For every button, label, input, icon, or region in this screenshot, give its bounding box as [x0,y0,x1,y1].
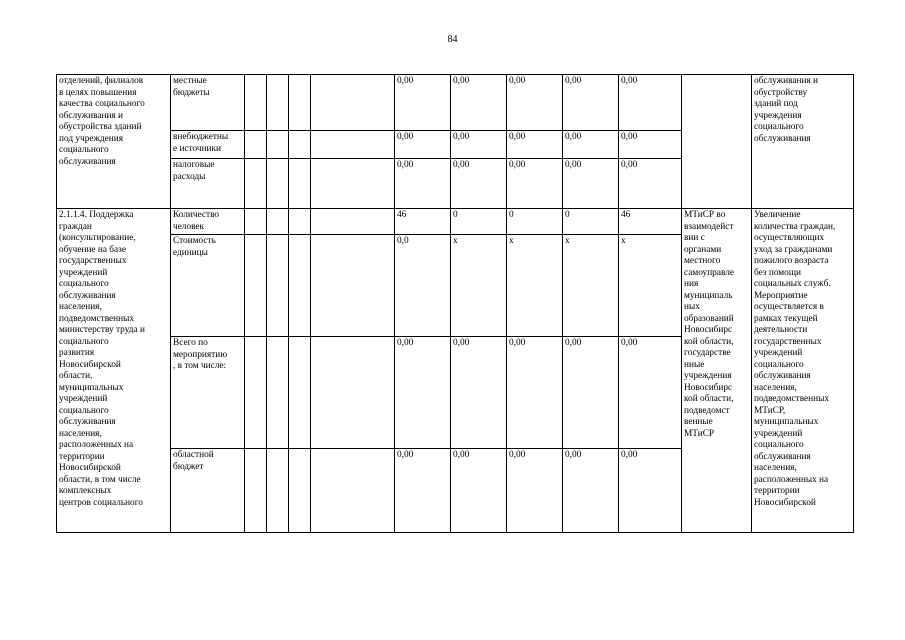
value-cell: 0,00 [619,131,682,159]
table-row [57,75,854,131]
value-cell: 0,00 [507,337,563,449]
value-cell: 0 [563,209,619,235]
value-cell: 0,00 [395,159,451,209]
empty-cell [267,337,289,449]
empty-cell [245,337,267,449]
value-cell: 0,00 [507,131,563,159]
table-row [57,209,854,235]
empty-cell [311,75,395,131]
value-cell: 0,00 [507,449,563,533]
empty-cell [311,449,395,533]
value-cell: 0 [507,209,563,235]
value-cell: 0,00 [395,337,451,449]
funding-label: внебюджетны е источники [171,131,245,159]
empty-cell [289,449,311,533]
empty-cell [245,235,267,337]
result-cell: обслуживания и обустройству зданий под учреждения социального обслуживания [752,75,854,209]
value-cell: 0,00 [563,337,619,449]
value-cell: 0,00 [563,159,619,209]
value-cell: 0,00 [395,75,451,131]
empty-cell [289,235,311,337]
value-cell: 46 [619,209,682,235]
empty-cell [267,209,289,235]
empty-cell [289,209,311,235]
value-cell: 0,00 [395,449,451,533]
funding-label: налоговые расходы [171,159,245,209]
empty-cell [267,449,289,533]
value-cell: 0,00 [451,75,507,131]
result-cell: Увеличение количества граждан, осуществляющих уход за гражданами пожилого возраста без помощи социальных служб. Мероприятие осуществляется в рамках текущей деятельности государственных учреждений социального обслуживания населения, подведомственных МТиСР, муниципальных учреждений социального обслуживания населения, расположенных на территории Новосибирской [752,209,854,533]
value-cell: 0,00 [451,337,507,449]
empty-cell [289,159,311,209]
empty-cell [311,209,395,235]
empty-cell [245,209,267,235]
indicator-label: Всего по мероприятию , в том числе: [171,337,245,449]
empty-cell [267,159,289,209]
value-cell: x [563,235,619,337]
indicator-label: Стоимость единицы [171,235,245,337]
measure-name-cell: 2.1.1.4. Поддержка граждан (консультирование, обучение на базе государственных учреждений социального обслуживания населения, подведомственных министерству труда и социального развития Новосибирской области, муниципальных учреждений социального обслуживания населения, расположенных на территории Новосибирской области, в том числе комплексных центров социального [57,209,171,533]
empty-cell [311,337,395,449]
value-cell: 46 [395,209,451,235]
value-cell: 0,00 [451,449,507,533]
value-cell: 0,00 [619,337,682,449]
empty-cell [267,75,289,131]
empty-cell [245,449,267,533]
empty-cell [245,131,267,159]
measure-name-cell: отделений, филиалов в целях повышения качества социального обслуживания и обустройства зданий под учреждения социального обслуживания [57,75,171,209]
value-cell: 0,00 [507,75,563,131]
value-cell: 0,00 [451,131,507,159]
indicator-label: Количество человек [171,209,245,235]
value-cell: 0,00 [619,75,682,131]
program-table [56,74,854,533]
funding-label: местные бюджеты [171,75,245,131]
empty-cell [289,131,311,159]
empty-cell [289,75,311,131]
funding-label: областной бюджет [171,449,245,533]
page-number: 84 [447,34,458,45]
value-cell: x [451,235,507,337]
value-cell: 0,00 [563,449,619,533]
empty-cell [267,131,289,159]
value-cell: 0,00 [563,131,619,159]
value-cell: 0,00 [451,159,507,209]
empty-cell [245,75,267,131]
empty-cell [245,159,267,209]
empty-cell [267,235,289,337]
value-cell: 0,00 [563,75,619,131]
empty-cell [289,337,311,449]
value-cell: 0,00 [619,449,682,533]
executor-cell [682,75,752,209]
value-cell: 0,00 [619,159,682,209]
value-cell: 0,0 [395,235,451,337]
executor-cell: МТиСР во взаимодейст вии с органами местного самоуправле ния муниципаль ных образований Новосибирс кой области, государстве нные учреждения Новосибирс кой области, подведомст венные МТиСР [682,209,752,533]
value-cell: 0,00 [507,159,563,209]
value-cell: 0 [451,209,507,235]
empty-cell [311,131,395,159]
empty-cell [311,159,395,209]
empty-cell [311,235,395,337]
value-cell: x [619,235,682,337]
value-cell: x [507,235,563,337]
value-cell: 0,00 [395,131,451,159]
